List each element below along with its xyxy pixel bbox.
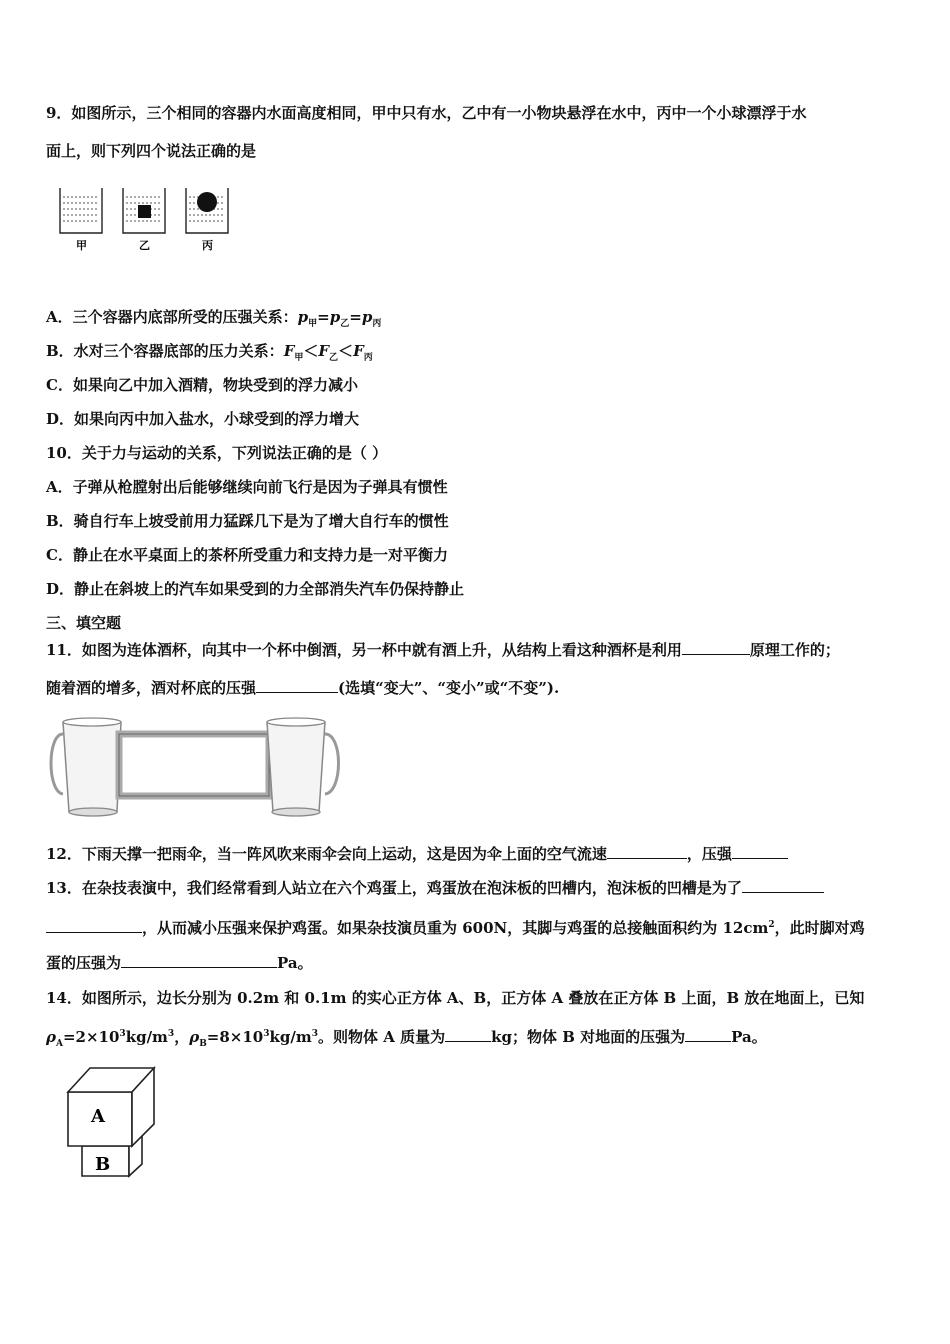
q14-text: =8×10 — [206, 1028, 264, 1046]
q11-text: 11．如图为连体酒杯，向其中一个杯中倒酒，另一杯中就有酒上升，从结构上看这种酒杯是利用 — [46, 641, 682, 659]
answer-blank[interactable] — [256, 678, 338, 693]
q12-text: ，压强 — [686, 845, 732, 863]
force-symbol: F — [318, 342, 330, 360]
q11-text: (选填“变大”、“变小”或“不变”). — [338, 679, 560, 697]
q10-option-b: B．骑自行车上坡受前用力猛踩几下是为了增大自行车的惯性 — [46, 512, 449, 530]
q14-line1: 14．如图所示，边长分别为 0.2m 和 0.1m 的实心正方体 A、B，正方体 A 叠放在正方体 B 上面，B 放在地面上，已知 — [46, 989, 865, 1007]
superscript: 2 — [768, 920, 775, 930]
q14-text: Pa。 — [731, 1028, 767, 1046]
q11-line1 — [46, 640, 840, 660]
q13-text: Pa。 — [277, 954, 313, 972]
q9-option-b — [46, 341, 373, 368]
q13-line2 — [46, 915, 865, 938]
q13-line3 — [46, 953, 313, 973]
q11-text: 原理工作的； — [749, 641, 840, 659]
q14-text: kg/m — [125, 1028, 168, 1046]
q9-stem-line1: 9．如图所示，三个相同的容器内水面高度相同，甲中只有水，乙中有一小物块悬浮在水中，丙中一个小球漂浮于水 — [46, 104, 807, 122]
subscript: A — [55, 1039, 63, 1049]
suspended-block — [138, 205, 151, 218]
q9-option-c: C．如果向乙中加入酒精，物块受到的浮力减小 — [46, 376, 358, 394]
force-symbol: F — [353, 342, 364, 360]
q12-line — [46, 844, 788, 864]
q10-stem: 10．关于力与运动的关系，下列说法正确的是（ ） — [46, 444, 388, 462]
sub-bing: 丙 — [372, 319, 382, 329]
container-jia — [60, 188, 102, 252]
answer-blank[interactable] — [685, 1027, 731, 1042]
q9-option-b-text: B．水对三个容器底部的压力关系： — [46, 342, 284, 360]
rho-symbol: ρ — [46, 1028, 56, 1046]
sub-bing: 丙 — [363, 353, 373, 363]
superscript: 3 — [311, 1029, 319, 1039]
op: = — [349, 308, 362, 326]
q10-option-a: A．子弹从枪膛射出后能够继续向前飞行是因为子弹具有惯性 — [46, 478, 448, 496]
sub-yi: 乙 — [329, 353, 339, 363]
answer-blank[interactable] — [46, 918, 142, 933]
q9-option-d: D．如果向丙中加入盐水，小球受到的浮力增大 — [46, 410, 360, 428]
q9-stem-line2: 面上，则下列四个说法正确的是 — [46, 142, 257, 160]
q13-text: 蛋的压强为 — [46, 954, 122, 972]
stacked-cubes-figure — [62, 1062, 162, 1182]
superscript: 3 — [167, 1029, 175, 1039]
q11-line2 — [46, 678, 559, 698]
container-label-yi: 乙 — [139, 239, 150, 252]
q14-text: ， — [174, 1028, 190, 1046]
answer-blank[interactable] — [445, 1027, 491, 1042]
superscript: 3 — [263, 1029, 270, 1039]
sub-jia: 甲 — [308, 319, 318, 329]
op: ＜ — [303, 342, 319, 360]
answer-blank[interactable] — [732, 844, 788, 859]
q14-text: 。则物体 A 质量为 — [318, 1028, 446, 1046]
pressure-symbol: p — [361, 308, 373, 326]
q13-text: ，此时脚对鸡 — [774, 919, 865, 937]
container-label-bing: 丙 — [202, 239, 213, 252]
op: ＜ — [338, 342, 354, 360]
q14-text: kg；物体 B 对地面的压强为 — [491, 1028, 686, 1046]
q13-text: 13．在杂技表演中，我们经常看到人站立在六个鸡蛋上，鸡蛋放在泡沫板的凹槽内，泡沫板的凹槽是为了 — [46, 879, 742, 897]
q13-text: ，从而减小压强来保护鸡蛋。如果杂技演员重为 600N，其脚与鸡蛋的总接触面积约为 12cm — [142, 919, 769, 937]
container-label-jia: 甲 — [76, 239, 87, 252]
q14-text: =2×10 — [62, 1028, 120, 1046]
sub-jia: 甲 — [294, 353, 304, 363]
q9-containers-figure — [55, 185, 240, 255]
q13-line1 — [46, 878, 824, 898]
rho-symbol: ρ — [189, 1028, 200, 1046]
q10-option-c: C．静止在水平桌面上的茶杯所受重力和支持力是一对平衡力 — [46, 546, 448, 564]
floating-ball — [197, 192, 217, 212]
pressure-symbol: p — [297, 308, 309, 326]
q12-text: 12．下雨天撑一把雨伞，当一阵风吹来雨伞会向上运动，这是因为伞上面的空气流速 — [46, 845, 607, 863]
force-symbol: F — [283, 342, 295, 360]
answer-blank[interactable] — [682, 640, 750, 655]
subscript: B — [199, 1039, 207, 1049]
q14-line2 — [46, 1024, 767, 1054]
superscript: 3 — [119, 1029, 126, 1039]
op: = — [317, 308, 330, 326]
answer-blank[interactable] — [607, 844, 687, 859]
q10-option-d: D．静止在斜坡上的汽车如果受到的力全部消失汽车仍保持静止 — [46, 580, 465, 598]
connected-cups-figure — [45, 712, 350, 824]
cube-a-label: A — [91, 1106, 105, 1127]
pressure-symbol: p — [329, 308, 341, 326]
answer-blank[interactable] — [121, 953, 277, 968]
container-yi — [123, 188, 165, 252]
q14-text: kg/m — [269, 1028, 312, 1046]
q9-option-a-text: A．三个容器内底部所受的压强关系： — [46, 308, 298, 326]
section-title-fill-in: 三、填空题 — [46, 614, 122, 632]
answer-blank[interactable] — [742, 878, 824, 893]
q11-text: 随着酒的增多，酒对杯底的压强 — [46, 679, 257, 697]
sub-yi: 乙 — [340, 319, 350, 329]
q9-option-a — [46, 307, 381, 334]
cube-b-label: B — [95, 1154, 111, 1175]
container-bing — [186, 188, 228, 252]
